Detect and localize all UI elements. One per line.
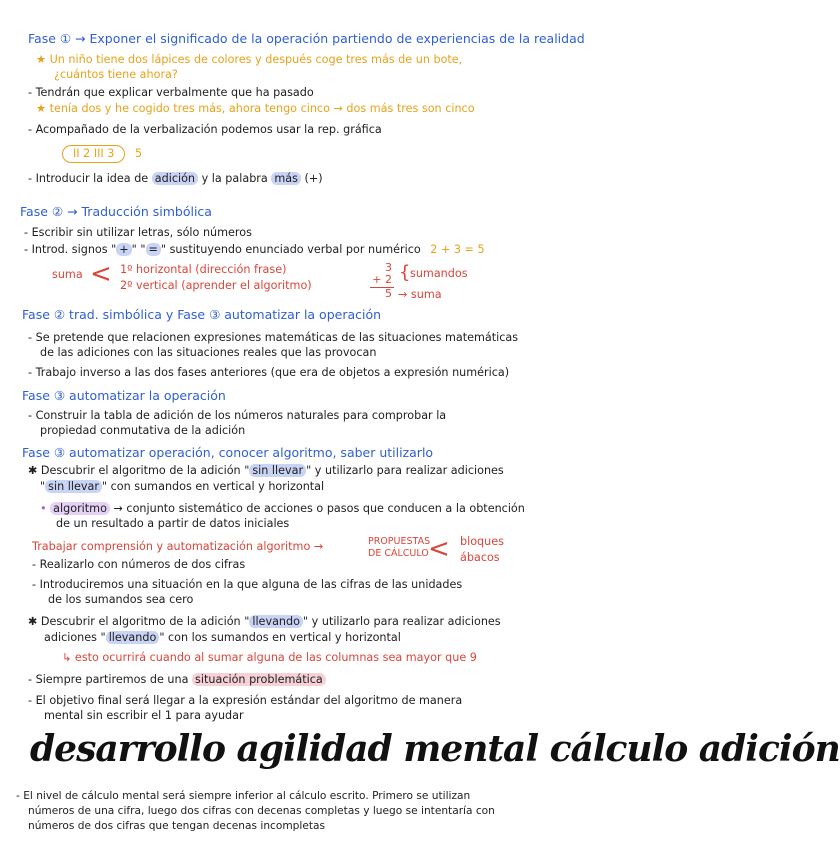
vertical-sum	[366, 262, 392, 286]
fase1-bullet-graphic: - Acompañado de la verbalización podemos usar la rep. gráfica	[28, 123, 382, 136]
star2-post: " y utilizarlo para realizar adiciones	[302, 615, 501, 628]
llevando-note: ↳ esto ocurrirá cuando al sumar alguna de las columnas sea mayor que 9	[62, 651, 477, 664]
propuestas-brace-icon: <	[428, 534, 450, 564]
fase1-graphic-representation	[62, 145, 142, 163]
sumandos-brace-icon: {	[399, 262, 411, 283]
star1-line2	[40, 480, 324, 494]
algoritmo-definition-line2: de un resultado a partir de datos iniciales	[56, 517, 290, 530]
algoritmo-text: → conjunto sistemático de acciones o pasos que conducen a la obtención	[113, 502, 525, 515]
vertical-sum-top: 3	[385, 261, 392, 274]
siempre-situacion	[28, 673, 326, 687]
star1b-pre: "	[40, 480, 46, 493]
algoritmo-word: algoritmo	[50, 502, 110, 515]
fase1-example-answer: ★ tenía dos y he cogido tres más, ahora tengo cinco → dos más tres son cinco	[36, 102, 475, 115]
fase1-example-line1: ★ Un niño tiene dos lápices de colores y después coge tres más de un bote,	[36, 53, 463, 66]
word-adicion: adición	[152, 172, 198, 185]
siempre-pre: - Siempre partiremos de una	[28, 673, 189, 686]
suma-option-horizontal: 1º horizontal (dirección frase)	[120, 263, 287, 276]
final-line1: - El nivel de cálculo mental será siempre inferior al cálculo escrito. Primero se utilizan	[16, 790, 471, 802]
fase23-bullet1-line2: de las adiciones con las situaciones reales que las provocan	[40, 346, 377, 359]
fase3a-bullet-line1: - Construir la tabla de adición de los números naturales para comprobar la	[28, 409, 447, 422]
objetivo-line2: mental sin escribir el 1 para ayudar	[44, 709, 244, 722]
propuesta-bloques: bloques	[460, 535, 504, 548]
star1-pre: ✱ Descubrir el algoritmo de la adición "	[28, 464, 250, 477]
star2-line1	[28, 615, 501, 629]
star1-line1	[28, 464, 504, 478]
signs-example: 2 + 3 = 5	[430, 243, 485, 256]
fase1-bullet-idea	[28, 172, 323, 186]
star1b-highlight: sin llevar	[45, 480, 102, 493]
fase3b-title: Fase ③ automatizar operación, conocer algoritmo, saber utilizarlo	[22, 445, 434, 460]
vertical-sum-result: 5	[385, 287, 392, 300]
vertical-sum-second: + 2	[372, 273, 392, 286]
suma-result-label: → suma	[398, 288, 442, 301]
star2b-highlight: llevando	[106, 631, 160, 644]
situacion-problematica-highlight: situación problemática	[192, 673, 326, 686]
propuestas-line2: DE CÁLCULO	[368, 548, 429, 559]
propuestas-line1: PROPUESTAS	[368, 536, 431, 547]
signs-post: " sustituyendo enunciado verbal por numérico	[160, 243, 421, 256]
sumandos-label: sumandos	[410, 267, 468, 280]
fase23-bullet2: - Trabajo inverso a las dos fases anteriores (que era de objetos a expresión numérica)	[28, 366, 510, 379]
signs-pre: - Introd. signos "	[24, 243, 117, 256]
equals-sign: =	[146, 243, 161, 256]
signs-mid: " "	[131, 243, 146, 256]
star2b-pre: adiciones "	[44, 631, 106, 644]
fase1-bullet-idea-post: (+)	[304, 172, 323, 185]
fase3a-title: Fase ③ automatizar la operación	[22, 388, 226, 403]
propuestas-calculo	[368, 536, 430, 560]
final-line3: números de dos cifras que tengan decenas incompletas	[28, 820, 326, 832]
star2-highlight: llevando	[249, 615, 303, 628]
word-mas: más	[271, 172, 301, 185]
algoritmo-definition	[40, 502, 525, 516]
suma-label: suma	[52, 268, 83, 281]
fase1-example-line2: ¿cuántos tiene ahora?	[54, 68, 178, 81]
star1b-post: " con sumandos en vertical y horizontal	[101, 480, 325, 493]
fase23-bullet1-line1: - Se pretende que relacionen expresiones matemáticas de las situaciones matemáticas	[28, 331, 519, 344]
fase3a-bullet-line2: propiedad conmutativa de la adición	[40, 424, 246, 437]
propuesta-abacos: ábacos	[460, 551, 500, 564]
algoritmo-bullet: •	[40, 502, 47, 515]
heading-desarrollo-agilidad: desarrollo agilidad mental cálculo adición	[30, 728, 840, 770]
fase1-title: Fase ① → Exponer el significado de la operación partiendo de experiencias de la realidad	[28, 31, 585, 46]
tally-oval: II 2 III 3	[62, 145, 125, 163]
plus-sign: +	[116, 243, 131, 256]
star2-pre: ✱ Descubrir el algoritmo de la adición "	[28, 615, 250, 628]
fase2-bullet-signs	[24, 243, 485, 257]
star1-post: " y utilizarlo para realizar adiciones	[306, 464, 504, 477]
star1-highlight: sin llevar	[249, 464, 306, 477]
star2b-post: " con los sumandos en vertical y horizontal	[159, 631, 401, 644]
suma-option-vertical: 2º vertical (aprender el algoritmo)	[120, 279, 312, 292]
trabajar-comprension: Trabajar comprensión y automatización algoritmo →	[32, 540, 324, 553]
fase2-bullet-write: - Escribir sin utilizar letras, sólo números	[24, 226, 252, 239]
fase1-bullet-explain: - Tendrán que explicar verbalmente que ha pasado	[28, 86, 314, 99]
realizarlo-dos-cifras: - Realizarlo con números de dos cifras	[32, 558, 246, 571]
fase2-title: Fase ② → Traducción simbólica	[20, 204, 212, 219]
star2-line2	[44, 631, 401, 645]
suma-brace-icon: <	[90, 259, 112, 289]
introducir-cero-line2: de los sumandos sea cero	[48, 593, 194, 606]
tally-result: 5	[134, 147, 143, 160]
fase23-title: Fase ② trad. simbólica y Fase ③ automatizar la operación	[22, 307, 382, 322]
introducir-cero-line1: - Introduciremos una situación en la que alguna de las cifras de las unidades	[32, 578, 463, 591]
final-line2: números de una cifra, luego dos cifras con decenas completas y luego se intentaría con	[28, 805, 495, 817]
objetivo-line1: - El objetivo final será llegar a la expresión estándar del algoritmo de manera	[28, 694, 463, 707]
fase1-bullet-idea-pre: - Introducir la idea de	[28, 172, 149, 185]
fase1-bullet-idea-mid: y la palabra	[201, 172, 268, 185]
